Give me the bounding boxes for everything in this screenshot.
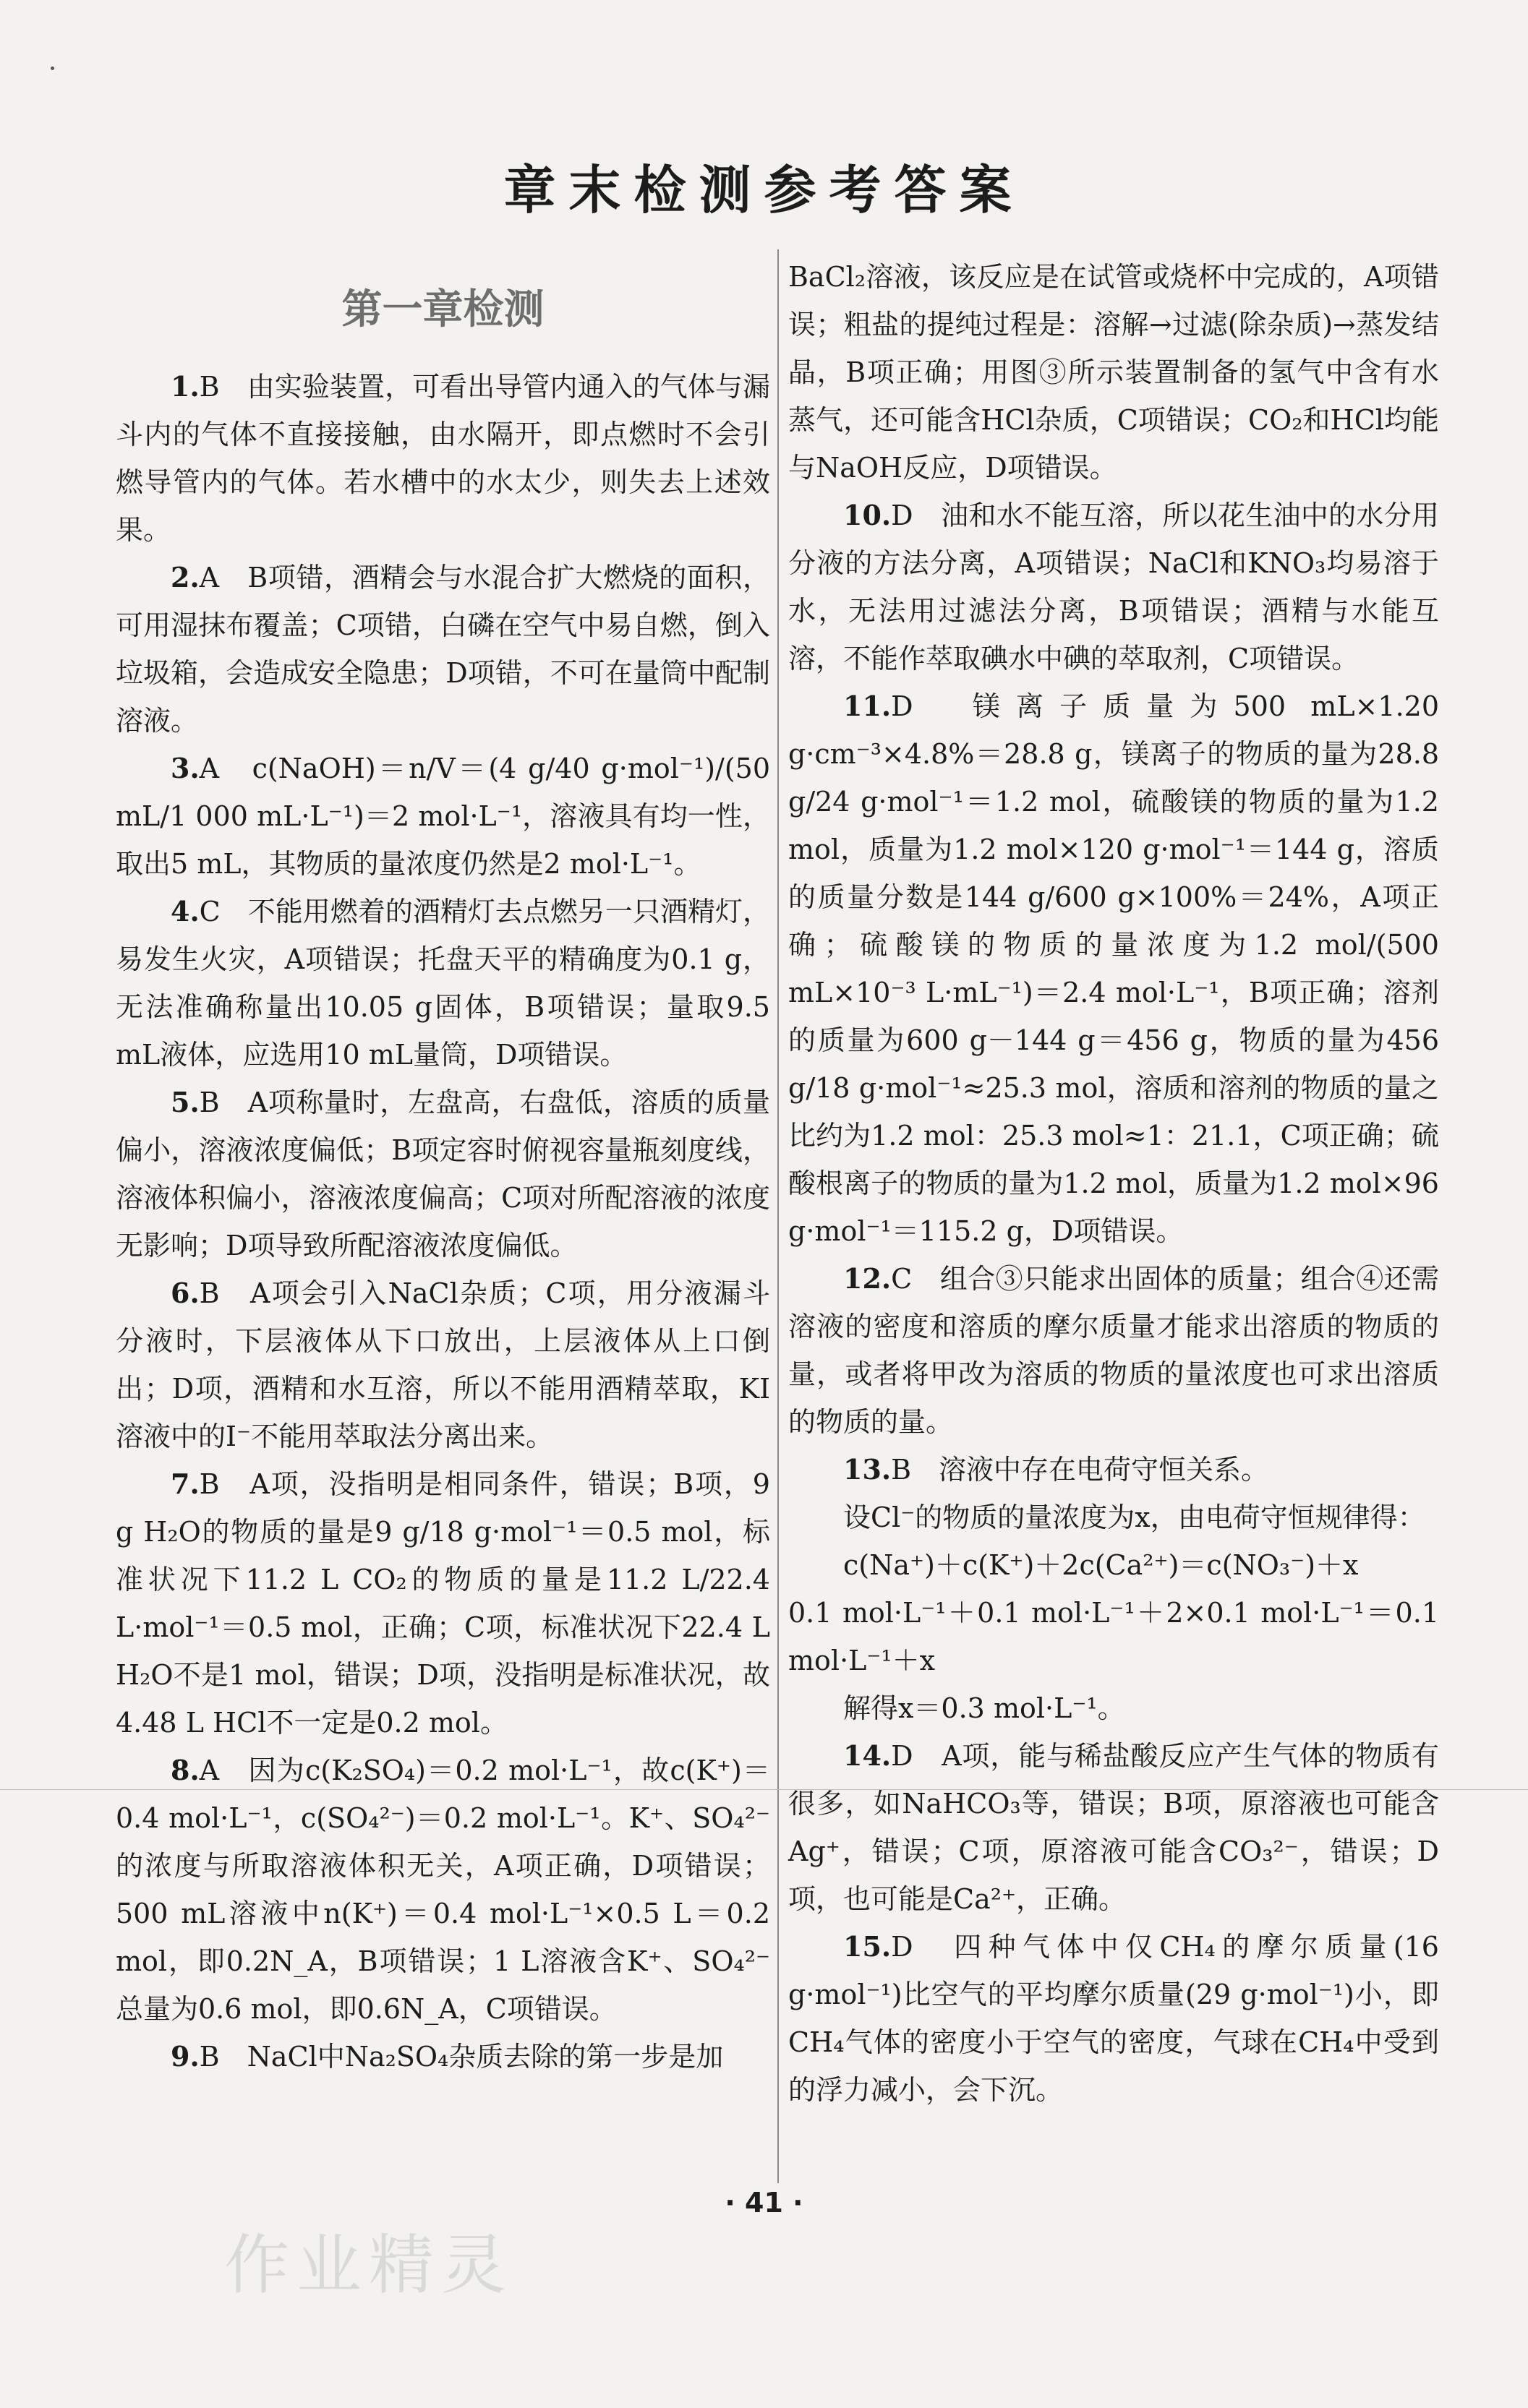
answer-paragraph — [116, 2033, 770, 2081]
answer-text: D 镁离子质量为500 mL×1.20 g·cm⁻³×4.8%＝28.8 g，镁离子的物质的量为28.8 g/24 g·mol⁻¹＝1.2 mol，硫酸镁的物质的量为1.2 mol，质量为1.2 mol×120 g·mol⁻¹＝144 g，溶质的质量分数是144 g/600 g×100%＝24%，A项正确；硫酸镁的物质的量浓度为1.2 mol/(500 mL×10⁻³ L·mL⁻¹)＝2.4 mol·L⁻¹，B项正确；溶剂的质量为600 g－144 g＝456 g，物质的量为456 g/18 g·mol⁻¹≈25.3 mol，溶质和溶剂的物质的量之比约为1.2 mol：25.3 mol≈1：21.1，C项正确；硫酸根离子的物质的量为1.2 mol，质量为1.2 mol×96 g·mol⁻¹＝115.2 g，D项错误。 — [788, 690, 1439, 1247]
answer-paragraph — [788, 1446, 1439, 1494]
answer-text: D A项，能与稀盐酸反应产生气体的物质有很多，如NaHCO₃等，错误；B项，原溶液也可能含Ag⁺，错误；C项，原溶液可能含CO₃²⁻，错误；D项，也可能是Ca²⁺，正确。 — [788, 1740, 1439, 1915]
answer-number: 15. — [843, 1930, 892, 1963]
answer-text: C 不能用燃着的酒精灯去点燃另一只酒精灯，易发生火灾，A项错误；托盘天平的精确度为0.1 g，无法准确称量出10.05 g固体，B项错误；量取9.5 mL液体，应选用10 mL量筒，D项错误。 — [116, 896, 770, 1071]
watermark-logo: 作业精灵 — [224, 2227, 513, 2303]
answer-paragraph — [788, 492, 1439, 682]
answer-text: B 溶液中存在电荷守恒关系。 — [891, 1454, 1269, 1486]
answer-paragraph — [116, 1269, 770, 1460]
answer-number: 9. — [171, 2040, 200, 2073]
answer-number: 3. — [171, 752, 200, 784]
answer-text: A 因为c(K₂SO₄)＝0.2 mol·L⁻¹，故c(K⁺)＝0.4 mol·L⁻¹，c(SO₄²⁻)＝0.2 mol·L⁻¹。K⁺、SO₄²⁻的浓度与所取溶液体积无关，A项正确，D项错误；500 mL溶液中n(K⁺)＝0.4 mol·L⁻¹×0.5 L＝0.2 mol，即0.2N_A，B项错误；1 L溶液含K⁺、SO₄²⁻总量为0.6 mol，即0.6N_A，C项错误。 — [116, 1754, 770, 2025]
answer-text: B 由实验装置，可看出导管内通入的气体与漏斗内的气体不直接接触，由水隔开，即点燃时不会引燃导管内的气体。若水槽中的水太少，则失去上述效果。 — [116, 371, 770, 546]
answer-paragraph — [116, 888, 770, 1079]
answer-text: A B项错，酒精会与水混合扩大燃烧的面积，可用湿抹布覆盖；C项错，白磷在空气中易自燃，倒入垃圾箱，会造成安全隐患；D项错，不可在量筒中配制溶液。 — [116, 562, 770, 737]
answer-paragraph — [116, 1079, 770, 1269]
answer-paragraph — [788, 1684, 1439, 1732]
answer-text: B A项会引入NaCl杂质；C项，用分液漏斗分液时，下层液体从下口放出，上层液体从上口倒出；D项，酒精和水互溶，所以不能用酒精萃取，KI溶液中的I⁻不能用萃取法分离出来。 — [116, 1277, 770, 1452]
section-title: 第一章检测 — [341, 286, 545, 333]
answer-paragraph — [788, 1494, 1439, 1541]
answer-paragraph — [788, 1255, 1439, 1446]
answer-number: 12. — [843, 1262, 892, 1295]
answer-number: 13. — [843, 1453, 892, 1486]
answer-text: D 油和水不能互溶，所以花生油中的水分用分液的方法分离，A项错误；NaCl和KNO₃均易溶于水，无法用过滤法分离，B项错误；酒精与水能互溶，不能作萃取碘水中碘的萃取剂，C项错误。 — [788, 500, 1439, 674]
column-divider — [777, 249, 779, 2183]
answer-paragraph — [116, 745, 770, 888]
page-number: · 41 · — [725, 2187, 803, 2219]
answer-text: B NaCl中Na₂SO₄杂质去除的第一步是加 — [199, 2041, 724, 2073]
answer-number: 5. — [171, 1086, 200, 1118]
answer-number: 4. — [171, 895, 200, 927]
left-column — [116, 253, 770, 2081]
answer-text: c(Na⁺)＋c(K⁺)＋2c(Ca²⁺)＝c(NO₃⁻)＋x — [843, 1549, 1359, 1581]
answer-text: A c(NaOH)＝n/V＝(4 g/40 g·mol⁻¹)/(50 mL/1 000 mL·L⁻¹)＝2 mol·L⁻¹，溶液具有均一性，取出5 mL，其物质的量浓度仍然是2 mol·L⁻¹。 — [116, 753, 770, 880]
answer-paragraph — [116, 1460, 770, 1747]
page-title: 章末检测参考答案 — [503, 160, 1025, 220]
answer-number: 1. — [171, 370, 200, 403]
answer-text: B A项，没指明是相同条件，错误；B项，9 g H₂O的物质的量是9 g/18 g·mol⁻¹＝0.5 mol，标准状况下11.2 L CO₂的物质的量是11.2 L/22.4 L·mol⁻¹＝0.5 mol，正确；C项，标准状况下22.4 L H₂O不是1 mol，错误；D项，没指明是标准状况，故4.48 L HCl不一定是0.2 mol。 — [116, 1468, 770, 1739]
left-answer-list — [116, 363, 770, 2081]
answer-number: 8. — [171, 1754, 200, 1786]
answer-number: 7. — [171, 1467, 200, 1500]
answer-text: 设Cl⁻的物质的量浓度为x，由电荷守恒规律得： — [843, 1501, 1425, 1533]
answer-number: 6. — [171, 1277, 200, 1309]
answer-paragraph — [788, 1732, 1439, 1923]
answer-text: B A项称量时，左盘高，右盘低，溶质的质量偏小，溶液浓度偏低；B项定容时俯视容量瓶刻度线，溶液体积偏小，溶液浓度偏高；C项对所配溶液的浓度无影响；D项导致所配溶液浓度偏低。 — [116, 1087, 770, 1261]
answer-paragraph — [788, 1923, 1439, 2114]
answer-paragraph — [116, 1747, 770, 2033]
answer-text: 0.1 mol·L⁻¹＋0.1 mol·L⁻¹＋2×0.1 mol·L⁻¹＝0.1 mol·L⁻¹＋x — [788, 1597, 1439, 1676]
answer-number: 14. — [843, 1739, 892, 1772]
answer-text: 解得x＝0.3 mol·L⁻¹。 — [843, 1692, 1125, 1724]
answer-paragraph — [788, 682, 1439, 1255]
answer-text: C 组合③只能求出固体的质量；组合④还需溶液的密度和溶质的摩尔质量才能求出溶质的物质的量，或者将甲改为溶质的物质的量浓度也可求出溶质的物质的量。 — [788, 1263, 1439, 1438]
answer-paragraph — [116, 363, 770, 554]
right-column — [788, 253, 1439, 2114]
answer-paragraph — [788, 1541, 1439, 1589]
answer-text: BaCl₂溶液，该反应是在试管或烧杯中完成的，A项错误；粗盐的提纯过程是：溶解→过滤(除杂质)→蒸发结晶，B项正确；用图③所示装置制备的氢气中含有水蒸气，还可能含HCl杂质，C项错误；CO₂和HCl均能与NaOH反应，D项错误。 — [788, 261, 1439, 484]
corner-mark — [51, 67, 54, 70]
answer-number: 11. — [843, 690, 892, 722]
answer-paragraph — [788, 1589, 1439, 1684]
answer-number: 10. — [843, 499, 892, 531]
answer-number: 2. — [171, 561, 200, 594]
answer-paragraph — [116, 554, 770, 745]
right-answer-list — [788, 253, 1439, 2114]
answer-text: D 四种气体中仅CH₄的摩尔质量(16 g·mol⁻¹)比空气的平均摩尔质量(29 g·mol⁻¹)小，即CH₄气体的密度小于空气的密度，气球在CH₄中受到的浮力减小，会下沉。 — [788, 1931, 1439, 2106]
answer-paragraph — [788, 253, 1439, 492]
